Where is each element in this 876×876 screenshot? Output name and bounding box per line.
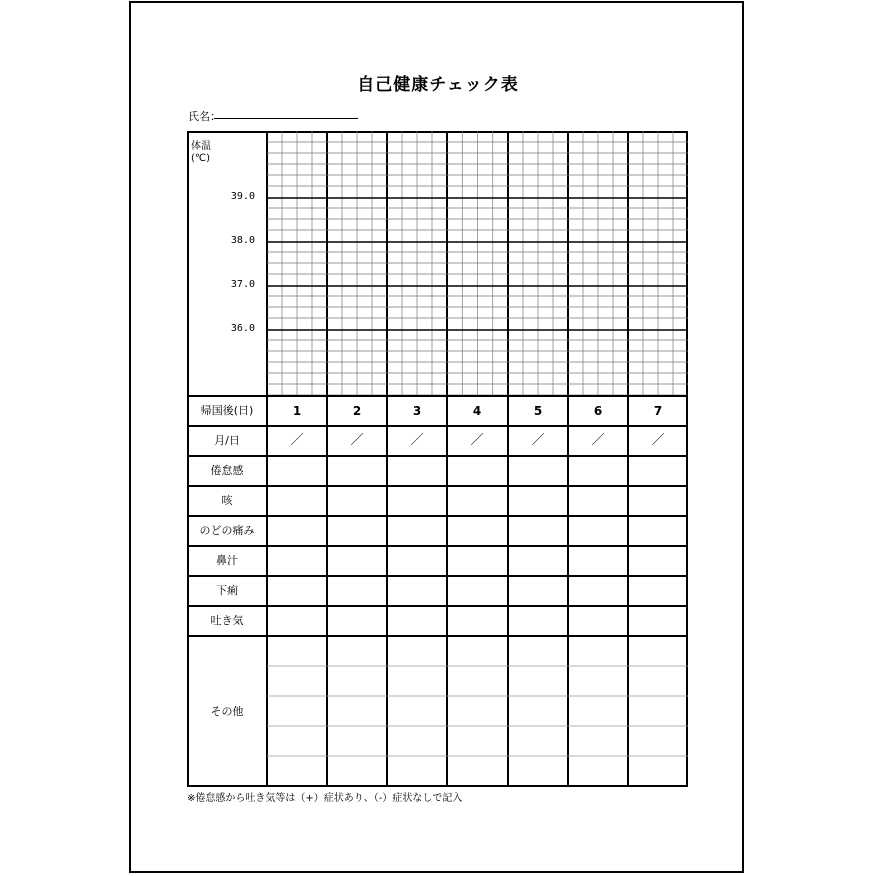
symptom-fatigue-label: 倦怠感 — [210, 464, 244, 477]
date-slash-6[interactable]: ／ — [591, 433, 605, 448]
date-slash-5[interactable]: ／ — [531, 433, 545, 448]
date-row-label: 月/日 — [214, 434, 240, 447]
symptom-cough-label: 咳 — [221, 494, 233, 507]
temperature-unit: (℃) — [191, 153, 211, 164]
symptom-diarrhea-label: 下痢 — [216, 584, 238, 597]
other-row-label: その他 — [210, 705, 244, 718]
temp-tick-36: 36.0 — [230, 323, 255, 334]
day-6: 6 — [593, 404, 603, 418]
date-slash-7[interactable]: ／ — [651, 433, 665, 448]
symptom-sore-throat-label: のどの痛み — [199, 524, 255, 537]
day-7: 7 — [653, 404, 663, 418]
day-4: 4 — [472, 404, 482, 418]
symptom-nausea-label: 吐き気 — [210, 614, 244, 627]
temp-tick-38: 38.0 — [230, 235, 255, 246]
day-2: 2 — [352, 404, 362, 418]
day-row-label: 帰国後(日) — [200, 404, 254, 417]
symptom-runny-nose-label: 鼻汁 — [216, 554, 238, 567]
temp-tick-37: 37.0 — [230, 279, 255, 290]
day-1: 1 — [292, 404, 302, 418]
temperature-label — [191, 141, 211, 165]
temperature-label-text: 体温 — [191, 141, 211, 152]
date-slash-2[interactable]: ／ — [350, 433, 364, 448]
footnote: ※倦怠感から吐き気等は（+）症状あり、（-）症状なしで記入 — [187, 793, 463, 804]
date-slash-1[interactable]: ／ — [290, 433, 304, 448]
name-label: 氏名： — [188, 110, 221, 123]
date-slash-4[interactable]: ／ — [470, 433, 484, 448]
temp-tick-39: 39.0 — [230, 191, 255, 202]
day-5: 5 — [533, 404, 543, 418]
day-3: 3 — [412, 404, 422, 418]
date-slash-3[interactable]: ／ — [410, 433, 424, 448]
page-title: 自己健康チェック表 — [357, 75, 519, 95]
